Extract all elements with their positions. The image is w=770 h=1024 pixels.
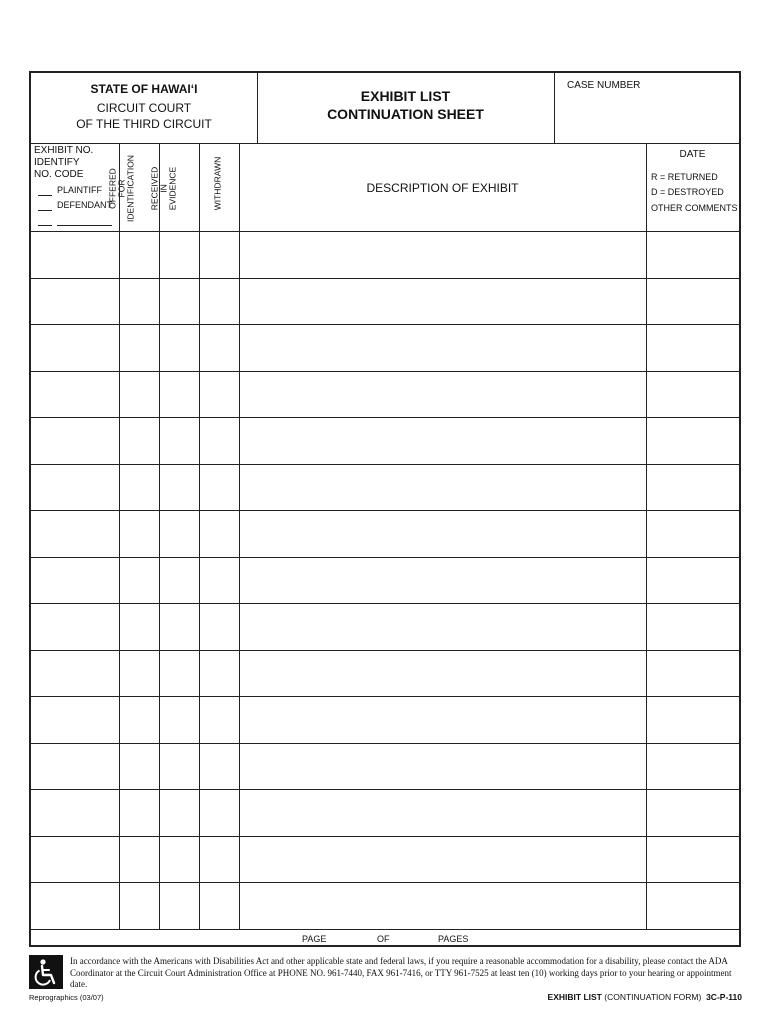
form-subtitle: CONTINUATION SHEET bbox=[327, 106, 484, 122]
ada-notice: In accordance with the Americans with Disabilities Act and other applicable state and federal laws, if you require a reasonable accommodation for a disability, please contact the ADA Coordinator at the Circuit Court Administration Office at PHONE NO. 961-7440, FAX 961-7416, or TTY 961-7525 at least ten (10) working days prior to your hearing or appointment date. bbox=[70, 956, 732, 989]
exhibit-no-label: EXHIBIT NO. bbox=[34, 145, 94, 156]
table-cell[interactable] bbox=[646, 324, 739, 371]
table-cell[interactable] bbox=[31, 650, 119, 697]
pages-label: PAGES bbox=[438, 934, 469, 944]
of-label: OF bbox=[377, 934, 390, 944]
court-circuit: OF THE THIRD CIRCUIT bbox=[76, 117, 212, 131]
table-row bbox=[31, 696, 739, 743]
table-cell[interactable] bbox=[159, 371, 199, 418]
table-cell[interactable] bbox=[159, 836, 199, 883]
table-row bbox=[31, 882, 739, 929]
table-cell[interactable] bbox=[199, 603, 239, 650]
received-line2: IN bbox=[158, 184, 169, 193]
table-cell[interactable] bbox=[646, 231, 739, 278]
table-cell[interactable] bbox=[239, 557, 646, 604]
table-cell[interactable] bbox=[239, 789, 646, 836]
wheelchair-icon bbox=[29, 955, 63, 989]
table-cell[interactable] bbox=[119, 324, 159, 371]
table-cell[interactable] bbox=[119, 371, 159, 418]
table-cell[interactable] bbox=[119, 696, 159, 743]
case-number-label: CASE NUMBER bbox=[567, 80, 641, 91]
table-cell[interactable] bbox=[646, 789, 739, 836]
form-title: EXHIBIT LIST bbox=[360, 88, 451, 104]
plaintiff-option[interactable] bbox=[38, 184, 102, 196]
table-cell[interactable] bbox=[646, 557, 739, 604]
received-line1: RECEIVED bbox=[149, 166, 160, 211]
table-cell[interactable] bbox=[159, 650, 199, 697]
table-cell[interactable] bbox=[199, 278, 239, 325]
table-cell[interactable] bbox=[239, 464, 646, 511]
table-cell[interactable] bbox=[646, 417, 739, 464]
table-cell[interactable] bbox=[31, 231, 119, 278]
table-cell[interactable] bbox=[31, 557, 119, 604]
table-cell[interactable] bbox=[239, 836, 646, 883]
table-cell[interactable] bbox=[646, 836, 739, 883]
wheelchair-glyph bbox=[29, 955, 63, 989]
table-cell[interactable] bbox=[239, 371, 646, 418]
other-party-option[interactable] bbox=[38, 214, 112, 226]
table-cell[interactable] bbox=[646, 603, 739, 650]
destroyed-legend: D = DESTROYED bbox=[651, 187, 724, 197]
received-line3: EVIDENCE bbox=[167, 166, 178, 211]
table-cell[interactable] bbox=[31, 510, 119, 557]
table-cell[interactable] bbox=[159, 278, 199, 325]
header-divider-2 bbox=[554, 73, 555, 143]
returned-legend: R = RETURNED bbox=[651, 172, 718, 182]
table-cell[interactable] bbox=[31, 789, 119, 836]
table-cell[interactable] bbox=[31, 464, 119, 511]
table-row bbox=[31, 743, 739, 790]
table-cell[interactable] bbox=[119, 557, 159, 604]
table-cell[interactable] bbox=[239, 510, 646, 557]
table-cell[interactable] bbox=[31, 417, 119, 464]
table-row bbox=[31, 278, 739, 325]
table-row bbox=[31, 464, 739, 511]
plaintiff-blank[interactable] bbox=[38, 186, 52, 196]
description-header: DESCRIPTION OF EXHIBIT bbox=[366, 181, 519, 195]
form-name: EXHIBIT LIST bbox=[547, 992, 602, 1002]
table-cell[interactable] bbox=[239, 650, 646, 697]
table-cell[interactable] bbox=[646, 464, 739, 511]
court-name: CIRCUIT COURT bbox=[96, 101, 192, 115]
table-cell[interactable] bbox=[239, 231, 646, 278]
defendant-option[interactable] bbox=[38, 199, 112, 211]
form-type: (CONTINUATION FORM) bbox=[604, 992, 702, 1002]
table-cell[interactable] bbox=[119, 231, 159, 278]
table-cell[interactable] bbox=[199, 882, 239, 929]
state-title: STATE OF HAWAI‘I bbox=[90, 82, 198, 96]
table-cell[interactable] bbox=[119, 603, 159, 650]
received-header bbox=[151, 154, 178, 224]
table-cell[interactable] bbox=[646, 743, 739, 790]
table-cell[interactable] bbox=[646, 882, 739, 929]
table-cell[interactable] bbox=[199, 743, 239, 790]
offered-header bbox=[109, 154, 136, 224]
reprographics-label: Reprographics (03/07) bbox=[29, 993, 104, 1002]
table-cell[interactable] bbox=[31, 882, 119, 929]
table-cell[interactable] bbox=[239, 278, 646, 325]
table-row bbox=[31, 324, 739, 371]
table-cell[interactable] bbox=[239, 743, 646, 790]
withdrawn-label: WITHDRAWN bbox=[212, 156, 223, 211]
other-comments-legend: OTHER COMMENTS bbox=[651, 203, 738, 213]
table-cell[interactable] bbox=[199, 836, 239, 883]
table-cell[interactable] bbox=[199, 650, 239, 697]
table-cell[interactable] bbox=[159, 324, 199, 371]
table-cell[interactable] bbox=[646, 278, 739, 325]
form-code: 3C-P-110 bbox=[706, 992, 742, 1002]
offered-line1: OFFERED bbox=[107, 168, 118, 209]
table-cell[interactable] bbox=[119, 789, 159, 836]
table-cell[interactable] bbox=[199, 417, 239, 464]
table-cell[interactable] bbox=[199, 696, 239, 743]
table-cell[interactable] bbox=[239, 603, 646, 650]
table-cell[interactable] bbox=[239, 324, 646, 371]
table-cell[interactable] bbox=[646, 510, 739, 557]
no-code-label: NO. CODE bbox=[34, 169, 84, 180]
table-cell[interactable] bbox=[119, 882, 159, 929]
date-header: DATE bbox=[679, 149, 706, 160]
form-identifier bbox=[548, 991, 742, 1003]
table-cell[interactable] bbox=[239, 417, 646, 464]
table-cell[interactable] bbox=[159, 696, 199, 743]
table-cell[interactable] bbox=[199, 557, 239, 604]
table-row bbox=[31, 231, 739, 278]
table-cell[interactable] bbox=[31, 324, 119, 371]
table-cell[interactable] bbox=[119, 278, 159, 325]
other-party-blank[interactable] bbox=[38, 216, 52, 226]
table-cell[interactable] bbox=[159, 789, 199, 836]
form-frame bbox=[29, 71, 741, 947]
table-cell[interactable] bbox=[119, 510, 159, 557]
table-cell[interactable] bbox=[646, 371, 739, 418]
table-cell[interactable] bbox=[31, 743, 119, 790]
page-label: PAGE bbox=[302, 934, 327, 944]
table-cell[interactable] bbox=[199, 510, 239, 557]
table-row bbox=[31, 836, 739, 883]
table-row bbox=[31, 650, 739, 697]
defendant-blank[interactable] bbox=[38, 201, 52, 211]
table-cell[interactable] bbox=[646, 696, 739, 743]
table-cell[interactable] bbox=[199, 464, 239, 511]
table-cell[interactable] bbox=[159, 231, 199, 278]
table-cell[interactable] bbox=[31, 836, 119, 883]
table-cell[interactable] bbox=[159, 557, 199, 604]
table-cell[interactable] bbox=[199, 789, 239, 836]
plaintiff-label: PLAINTIFF bbox=[57, 185, 103, 195]
withdrawn-header bbox=[214, 149, 223, 219]
table-cell[interactable] bbox=[119, 650, 159, 697]
table-cell[interactable] bbox=[159, 464, 199, 511]
table-cell[interactable] bbox=[119, 743, 159, 790]
table-cell[interactable] bbox=[31, 603, 119, 650]
pager-top-rule bbox=[31, 929, 739, 930]
table-cell[interactable] bbox=[199, 371, 239, 418]
table-cell[interactable] bbox=[199, 324, 239, 371]
table-cell[interactable] bbox=[159, 603, 199, 650]
identify-label: IDENTIFY bbox=[34, 157, 80, 168]
table-cell[interactable] bbox=[159, 417, 199, 464]
table-row bbox=[31, 603, 739, 650]
header-bottom-rule bbox=[31, 143, 739, 144]
table-cell[interactable] bbox=[31, 278, 119, 325]
table-cell[interactable] bbox=[239, 882, 646, 929]
table-cell[interactable] bbox=[199, 231, 239, 278]
table-cell[interactable] bbox=[646, 650, 739, 697]
table-cell[interactable] bbox=[31, 371, 119, 418]
table-cell[interactable] bbox=[119, 836, 159, 883]
defendant-label: DEFENDANT bbox=[57, 200, 113, 210]
table-cell[interactable] bbox=[239, 696, 646, 743]
other-party-line[interactable] bbox=[57, 216, 112, 226]
table-row bbox=[31, 417, 739, 464]
table-cell[interactable] bbox=[119, 464, 159, 511]
offered-line2: FOR bbox=[116, 179, 127, 198]
table-row bbox=[31, 510, 739, 557]
offered-line3: IDENTIFICATION bbox=[125, 155, 136, 222]
table-cell[interactable] bbox=[159, 882, 199, 929]
table-cell[interactable] bbox=[31, 696, 119, 743]
table-cell[interactable] bbox=[159, 510, 199, 557]
table-row bbox=[31, 557, 739, 604]
table-row bbox=[31, 371, 739, 418]
table-row bbox=[31, 789, 739, 836]
table-cell[interactable] bbox=[159, 743, 199, 790]
table-cell[interactable] bbox=[119, 417, 159, 464]
